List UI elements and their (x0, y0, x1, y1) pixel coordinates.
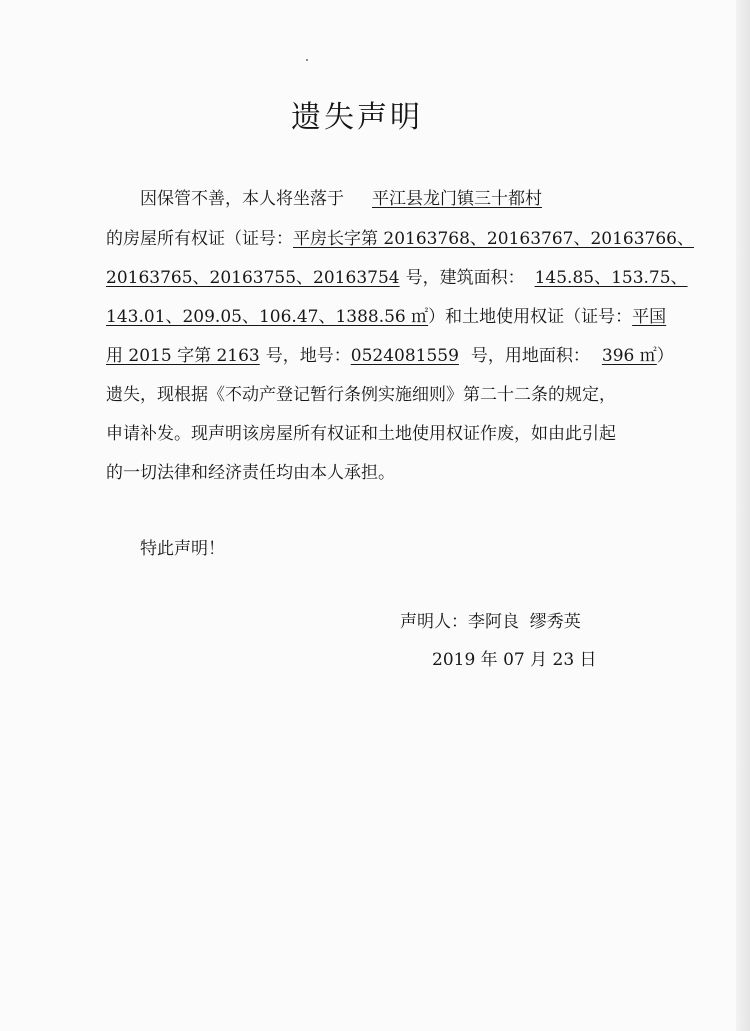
body-line-2 (106, 227, 694, 251)
land-cert-number: 平国 (632, 307, 667, 327)
land-area: 396 ㎡ (601, 346, 657, 366)
declaration-date: 2019 年 07 月 23 日 (432, 650, 597, 670)
land-cert-number-cont: 用 2015 字第 2163 (106, 346, 260, 366)
house-cert-numbers-cont: 20163765、20163755、20163754 (106, 268, 400, 288)
line5-suffix: ） (656, 346, 674, 366)
building-areas-cont: 143.01、209.05、106.47、1388.56 ㎡ (106, 307, 429, 327)
house-cert-numbers: 平房长字第 20163768、20163767、20163766、 (293, 229, 694, 249)
plot-number: 0524081559 (350, 346, 459, 366)
scan-edge (736, 0, 750, 1031)
body-line-5 (106, 344, 674, 368)
body-line-3 (106, 266, 688, 290)
scan-speck (306, 59, 308, 61)
declarant-signature: 声明人：李阿良 缪秀英 (400, 612, 581, 632)
body-line-4 (106, 305, 666, 329)
line5-mid2: 号，用地面积： (470, 346, 590, 366)
body-line-6: 遗失，现根据《不动产登记暂行条例实施细则》第二十二条的规定， (106, 385, 616, 405)
property-location: 平江县龙门镇三十都村 (372, 189, 542, 209)
building-areas: 145.85、153.75、 (534, 268, 688, 288)
line1-text: 因保管不善，本人将坐落于 (140, 189, 344, 209)
closing-statement: 特此声明！ (140, 539, 225, 559)
body-line-7: 申请补发。现声明该房屋所有权证和土地使用权证作废，如由此引起 (106, 424, 616, 444)
body-line-1 (140, 187, 542, 211)
line2-prefix: 的房屋所有权证（证号： (106, 229, 293, 249)
line5-mid1: 号，地号： (265, 346, 351, 366)
document-title: 遗失声明 (291, 100, 423, 135)
line3-mid: 号，建筑面积： (405, 268, 525, 288)
line4-mid: ）和土地使用权证（证号： (428, 307, 633, 327)
body-line-8: 的一切法律和经济责任均由本人承担。 (106, 463, 395, 483)
